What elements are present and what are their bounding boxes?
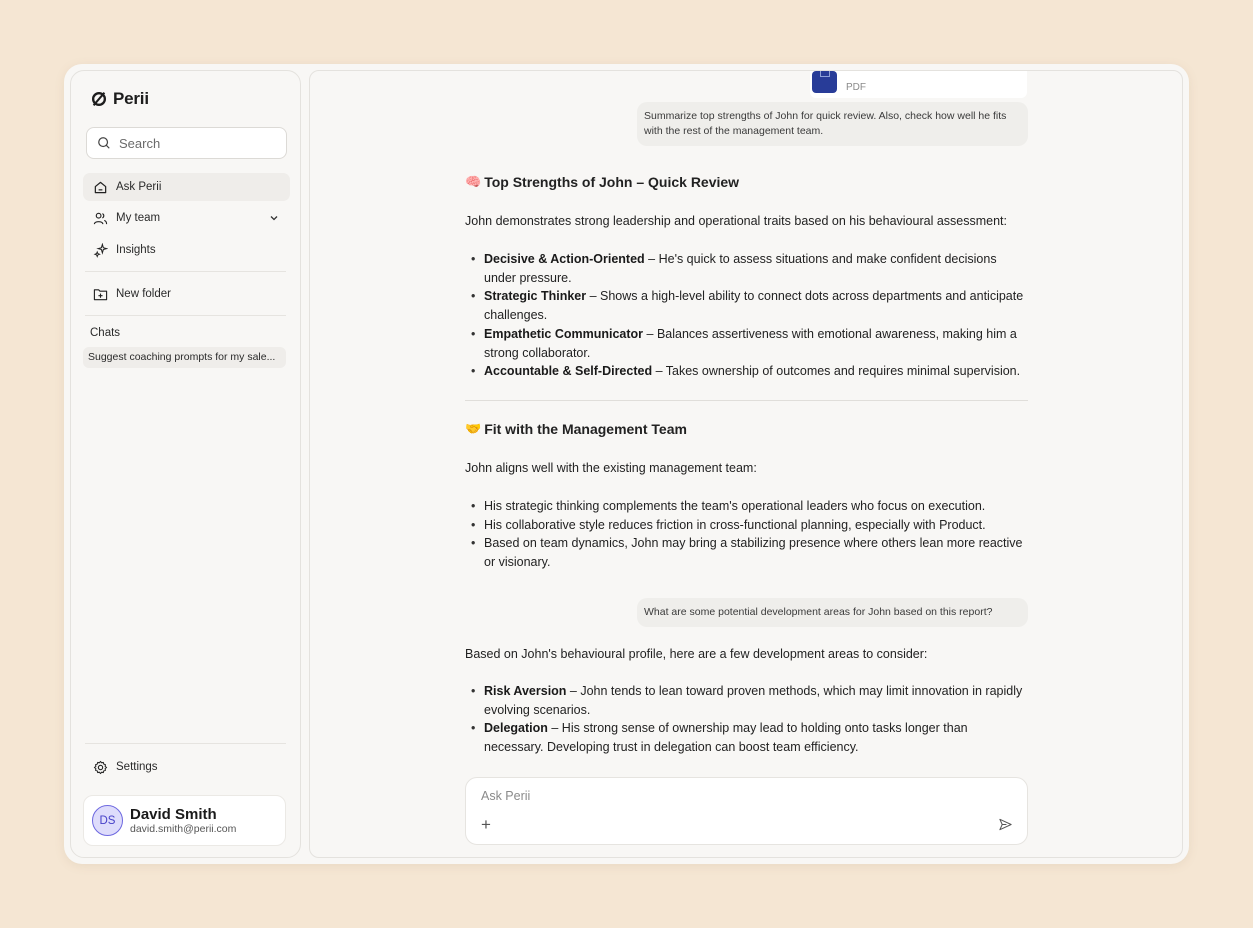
divider	[85, 743, 286, 744]
strengths-list	[465, 250, 1028, 381]
new-folder-label: New folder	[116, 288, 171, 300]
chats-section-label: Chats	[90, 327, 121, 339]
sidebar-item-label: My team	[116, 212, 161, 224]
sidebar-item-label: Insights	[116, 244, 156, 256]
development-list	[465, 682, 1028, 757]
handshake-icon: 🤝	[465, 421, 482, 436]
list-item: • Risk Aversion – John tends to lean toward proven methods, which may limit innovation in rapidly evolving scenarios.	[465, 682, 1028, 719]
chat-panel	[309, 70, 1183, 858]
sparkles-icon	[93, 243, 108, 258]
divider	[85, 315, 286, 316]
attachment-type: PDF	[846, 82, 866, 93]
user-profile-card[interactable]	[83, 795, 286, 846]
chevron-down-icon[interactable]	[268, 212, 280, 224]
assistant-intro: John aligns well with the existing management team:	[465, 461, 757, 475]
divider	[465, 400, 1028, 401]
chat-list-item[interactable]: Suggest coaching prompts for my sale...	[83, 347, 286, 368]
list-item: • Based on team dynamics, John may bring a stabilizing presence where others lean more reactive or visionary.	[465, 534, 1028, 571]
user-message: Summarize top strengths of John for quick review. Also, check how well he fits with the rest of the management team.	[637, 102, 1028, 146]
message-composer	[465, 777, 1028, 845]
user-message: What are some potential development areas for John based on this report?	[637, 598, 1028, 627]
pdf-attachment-card[interactable]	[810, 70, 1027, 98]
user-email: david.smith@perii.com	[130, 822, 237, 835]
assistant-intro: Based on John's behavioural profile, here are a few development areas to consider:	[465, 647, 928, 661]
conversation	[465, 71, 1028, 771]
new-folder-button[interactable]	[83, 280, 290, 308]
fit-list	[465, 497, 1028, 572]
search-input[interactable]	[119, 136, 269, 151]
settings-button[interactable]	[83, 753, 290, 781]
list-item: • Accountable & Self-Directed – Takes ownership of outcomes and requires minimal supervision.	[465, 362, 1028, 381]
list-item: • Decisive & Action-Oriented – He's quick to assess situations and make confident decisions under pressure.	[465, 250, 1028, 287]
section-heading: 🧠 Top Strengths of John – Quick Review	[465, 174, 740, 190]
add-attachment-button[interactable]: +	[481, 815, 491, 834]
divider	[85, 271, 286, 272]
message-input[interactable]	[481, 789, 981, 803]
folder-plus-icon	[93, 287, 108, 302]
send-icon[interactable]	[998, 817, 1013, 832]
assistant-intro: John demonstrates strong leadership and operational traits based on his behavioural assessment:	[465, 214, 1007, 228]
logo[interactable]	[90, 89, 149, 109]
sidebar-item-ask-perii[interactable]	[83, 173, 290, 201]
app-name: Perii	[113, 89, 149, 108]
sidebar	[70, 70, 301, 858]
gear-icon	[93, 760, 108, 775]
list-item: • Strategic Thinker – Shows a high-level ability to connect dots across departments and anticipate challenges.	[465, 287, 1028, 324]
section-heading: 🤝 Fit with the Management Team	[465, 421, 687, 437]
sidebar-item-insights[interactable]	[83, 236, 290, 264]
avatar: DS	[92, 805, 123, 836]
list-item: • Empathetic Communicator – Balances assertiveness with emotional awareness, making him a strong collaborator.	[465, 325, 1028, 362]
user-name: David Smith	[130, 805, 217, 823]
sidebar-item-label: Ask Perii	[116, 181, 162, 193]
list-item: • Delegation – His strong sense of ownership may lead to holding onto tasks longer than necessary. Developing trust in delegation can boost team efficiency.	[465, 719, 1028, 756]
list-item: • His collaborative style reduces friction in cross-functional planning, especially with Product.	[465, 516, 1028, 535]
settings-label: Settings	[116, 761, 158, 773]
users-icon	[93, 211, 108, 226]
brain-icon: 🧠	[465, 174, 482, 189]
home-icon	[93, 180, 108, 195]
search-icon	[97, 136, 111, 150]
perii-logo-icon	[90, 90, 108, 108]
sidebar-item-my-team[interactable]	[83, 204, 290, 232]
list-item: • His strategic thinking complements the team's operational leaders who focus on execution.	[465, 497, 1028, 516]
pdf-file-icon	[812, 71, 837, 93]
search-box[interactable]	[86, 127, 287, 159]
